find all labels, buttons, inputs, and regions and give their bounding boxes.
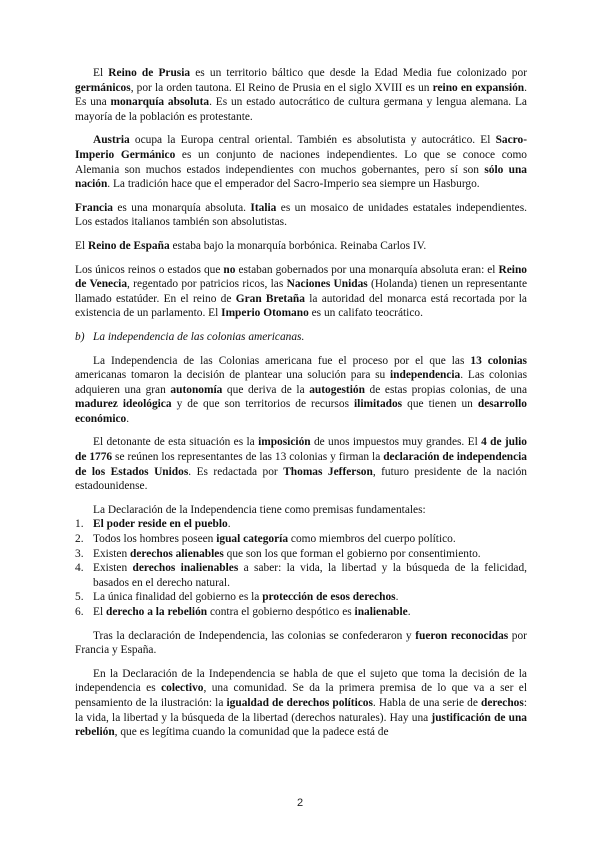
list-item: 2. Todos los hombres poseen igual categoría como miembros del cuerpo político.: [75, 533, 456, 546]
paragraph-independencia: La Independencia de las Colonias americana fue el proceso por el que las 13 colonias americanas tomaron la decisión de plantear una solución para su independencia. Las colonias adquieren una gran autonomía que deriva de la autogestión de estas propias colonias, de una madurez ideológica y de que son territorios de recursos ilimitados que tienen un desarrollo económico.: [75, 354, 528, 425]
section-heading-b: [75, 330, 527, 345]
paragraph-prusia: El Reino de Prusia es un territorio báltico que desde la Edad Media fue colonizado por germánicos, por la orden tautona. El Reino de Prusia en el siglo XVIII es un reino en expansión. Es una monarquía absoluta. Es un estado autocrático de cultura germana y lengua alemana. La mayoría de la población es protestante.: [75, 67, 528, 123]
section-title: La independencia de las colonias americanas.: [93, 330, 305, 343]
paragraph-declaracion: En la Declaración de la Independencia se habla de que el sujeto que toma la decisión de la independencia es colectivo, una comunidad. Se da la primera premisa de lo que va a ser el pensamiento de la ilustración: la igualdad de derechos políticos. Habla de una serie de derechos: la vida, la libertad y la búsqueda de la libertad (derechos naturales). Hay una justificación de una rebelión, que es legítima cuando la comunidad que la padece está de: [75, 667, 528, 739]
paragraph-austria: Austria ocupa la Europa central oriental. También es absolutista y autocrático. El Sacro-Imperio Germánico es un conjunto de naciones independientes. Lo que se conoce como Alemania son muchos estados independientes con muchos gobernantes, pero sí son sólo una nación. La tradición hace que el emperador del Sacro-Imperio sea siempre un Hasburgo.: [75, 134, 528, 191]
list-item: 4. Existen derechos inalienables a saber: la vida, la libertad y la búsqueda de la felicidad, basados en el derecho natural.: [75, 562, 527, 589]
list-item: 5. La única finalidad del gobierno es la protección de esos derechos.: [75, 591, 399, 604]
paragraph-confederacion: Tras la declaración de Independencia, las colonias se confederaron y fueron reconocidas por Francia y España.: [75, 629, 527, 657]
paragraph-espana: El Reino de España estaba bajo la monarquía borbónica. Reinaba Carlos IV.: [75, 239, 427, 252]
paragraph-detonante: El detonante de esta situación es la imposición de unos impuestos muy grandes. El 4 de julio de 1776 se reúnen los representantes de las 13 colonias y firman la declaración de independencia de los Estados Unidos. Es redactada por Thomas Jefferson, futuro presidente de la nación estadounidense.: [75, 436, 528, 493]
paragraph-otros-reinos: Los únicos reinos o estados que no estaban gobernados por una monarquía absoluta eran: el Reino de Venecia, regentado por patricios ricos, las Naciones Unidas (Holanda) tienen un representante llamado estatúder. En el reino de Gran Bretaña la autoridad del monarca está recortada por la existencia de un parlamento. El Imperio Otomano es un califato teocrático.: [75, 263, 528, 320]
list-item: 1. El poder reside en el pueblo.: [75, 518, 231, 531]
paragraph-francia: Francia es una monarquía absoluta. Italia es un mosaico de unidades estatales independientes. Los estados italianos también son absolutistas.: [75, 201, 527, 229]
page-number: 2: [296, 797, 304, 809]
list-item: 3. Existen derechos alienables que son los que forman el gobierno por consentimiento.: [75, 547, 481, 560]
document-page: [75, 66, 527, 749]
premisas-list: [75, 517, 527, 619]
list-item: 6. El derecho a la rebelión contra el gobierno despótico es inalienable.: [75, 606, 411, 618]
paragraph-premisas-intro: La Declaración de la Independencia tiene como premisas fundamentales:: [93, 503, 426, 516]
section-label: b): [75, 330, 85, 343]
